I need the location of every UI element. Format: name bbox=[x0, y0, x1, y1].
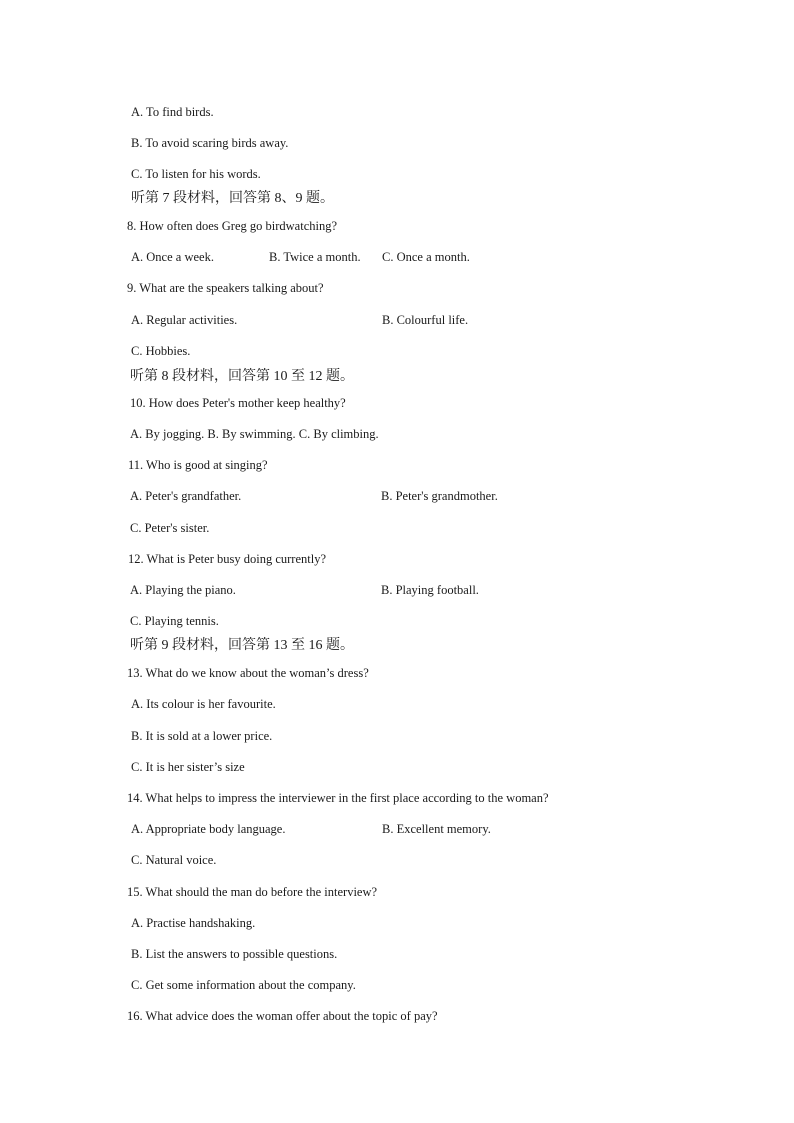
option-q7-a: A. To find birds. bbox=[131, 105, 214, 119]
option-q11-a: A. Peter's grandfather. bbox=[130, 489, 242, 503]
option-q9-b: B. Colourful life. bbox=[382, 313, 469, 327]
options-q10: A. By jogging. B. By swimming. C. By climbing. bbox=[130, 427, 379, 441]
option-q13-a: A. Its colour is her favourite. bbox=[131, 697, 276, 711]
question-10: 10. How does Peter's mother keep healthy? bbox=[130, 396, 346, 410]
option-q7-c: C. To listen for his words. bbox=[131, 167, 261, 181]
option-q15-b: B. List the answers to possible questions. bbox=[131, 947, 338, 961]
option-q8-a: A. Once a week. bbox=[131, 250, 214, 264]
question-13: 13. What do we know about the woman’s dress? bbox=[127, 666, 369, 680]
section-heading-8: 听第 8 段材料，回答第 10 至 12 题。 bbox=[130, 369, 354, 384]
option-q13-c: C. It is her sister’s size bbox=[131, 760, 245, 774]
option-q8-c: C. Once a month. bbox=[382, 250, 470, 264]
option-q15-a: A. Practise handshaking. bbox=[131, 916, 256, 930]
option-q7-b: B. To avoid scaring birds away. bbox=[131, 136, 289, 150]
question-8: 8. How often does Greg go birdwatching? bbox=[127, 219, 338, 233]
option-q11-b: B. Peter's grandmother. bbox=[381, 489, 498, 503]
section-heading-7: 听第 7 段材料，回答第 8、9 题。 bbox=[131, 191, 334, 206]
option-q11-c: C. Peter's sister. bbox=[130, 521, 210, 535]
option-q12-c: C. Playing tennis. bbox=[130, 614, 219, 628]
option-q14-b: B. Excellent memory. bbox=[382, 822, 491, 836]
question-15: 15. What should the man do before the interview? bbox=[127, 885, 378, 899]
question-16: 16. What advice does the woman offer about the topic of pay? bbox=[127, 1009, 438, 1023]
question-9: 9. What are the speakers talking about? bbox=[127, 281, 324, 295]
question-14: 14. What helps to impress the interviewer in the first place according to the woman? bbox=[127, 791, 549, 805]
question-11: 11. Who is good at singing? bbox=[128, 458, 268, 472]
option-q8-b: B. Twice a month. bbox=[269, 250, 361, 264]
option-q14-a: A. Appropriate body language. bbox=[131, 822, 286, 836]
section-heading-9: 听第 9 段材料，回答第 13 至 16 题。 bbox=[130, 638, 354, 653]
option-q12-b: B. Playing football. bbox=[381, 583, 479, 597]
option-q9-c: C. Hobbies. bbox=[131, 344, 191, 358]
option-q15-c: C. Get some information about the company. bbox=[131, 978, 356, 992]
option-q13-b: B. It is sold at a lower price. bbox=[131, 729, 273, 743]
question-12: 12. What is Peter busy doing currently? bbox=[128, 552, 326, 566]
option-q9-a: A. Regular activities. bbox=[131, 313, 238, 327]
option-q12-a: A. Playing the piano. bbox=[130, 583, 236, 597]
option-q14-c: C. Natural voice. bbox=[131, 853, 217, 867]
